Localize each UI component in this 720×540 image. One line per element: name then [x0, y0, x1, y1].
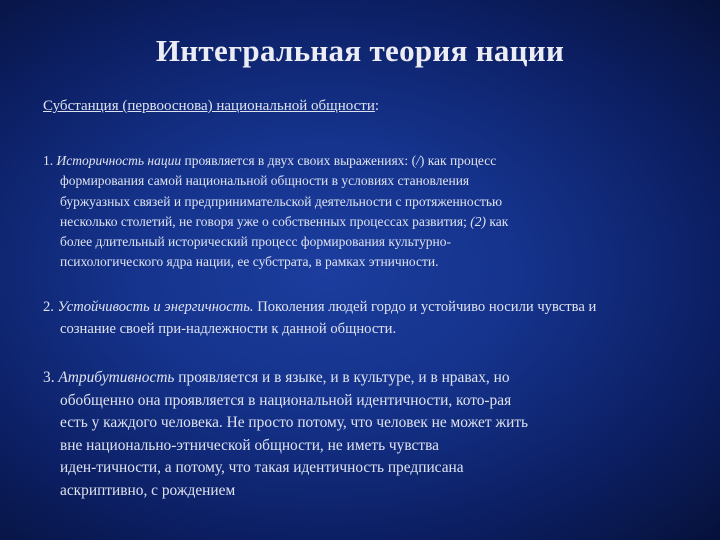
slide-subtitle: [43, 98, 379, 115]
paragraph-line: более длительный исторический процесс формирования культурно-: [60, 234, 451, 250]
paragraph-line: вне национально-этнической общности, не иметь чувства: [60, 436, 440, 454]
enumeration-mark: /: [416, 153, 420, 168]
paragraph-text: Поколения людей гордо и устойчиво носили чувства и: [253, 299, 597, 315]
item-term: Атрибутивность: [58, 369, 175, 386]
subtitle-underlined-text: Субстанция (первооснова) национальной общности: [43, 98, 375, 114]
paragraph-text: несколько столетий, не говоря уже о собственных процессах развития;: [60, 213, 471, 229]
item-number: 1.: [43, 153, 57, 168]
slide-title: Интегральная теория нации: [155, 33, 565, 68]
item-term: Устойчивость и энергичность.: [57, 299, 254, 315]
paragraph-line: обобщенно она проявляется в национальной идентичности, кото-рая: [60, 391, 512, 409]
paragraph-line: сознание своей при-надлежности к данной общности.: [60, 320, 397, 337]
paragraph-line: буржуазных связей и предпринимательской деятельности с протяженностью: [60, 193, 503, 209]
item-number: 2.: [43, 299, 58, 315]
paragraph-text: ) как процесс: [419, 153, 497, 168]
paragraph-attributivity: [43, 367, 528, 502]
paragraph-line: [43, 151, 508, 171]
paragraph-line: [43, 367, 528, 390]
paragraph-line: психологического ядра нации, ее субстрата, в рамках этничности.: [60, 254, 439, 270]
enumeration-mark: (2): [470, 213, 486, 229]
paragraph-line: [43, 297, 596, 319]
paragraph-line: аскриптивно, с рождением: [60, 481, 236, 499]
paragraph-text: проявляется в двух своих выражениях: (: [181, 153, 417, 168]
paragraph-text: проявляется и в языке, и в культуре, и в нравах, но: [174, 369, 510, 386]
paragraph-line: формирования самой национальной общности в условиях становления: [60, 173, 470, 189]
paragraph-historicity: [43, 151, 508, 273]
item-number: 3.: [43, 369, 59, 386]
paragraph-line: есть у каждого человека. Не просто потому, что человек не может жить: [60, 414, 529, 431]
paragraph-text: как: [485, 213, 509, 229]
paragraph-line: [43, 212, 508, 232]
item-term: Историчность нации: [56, 153, 182, 168]
subtitle-colon: :: [374, 98, 380, 114]
paragraph-stability: [43, 297, 596, 340]
paragraph-line: иден-тичности, а потому, что такая идентичность предписана: [60, 459, 464, 476]
